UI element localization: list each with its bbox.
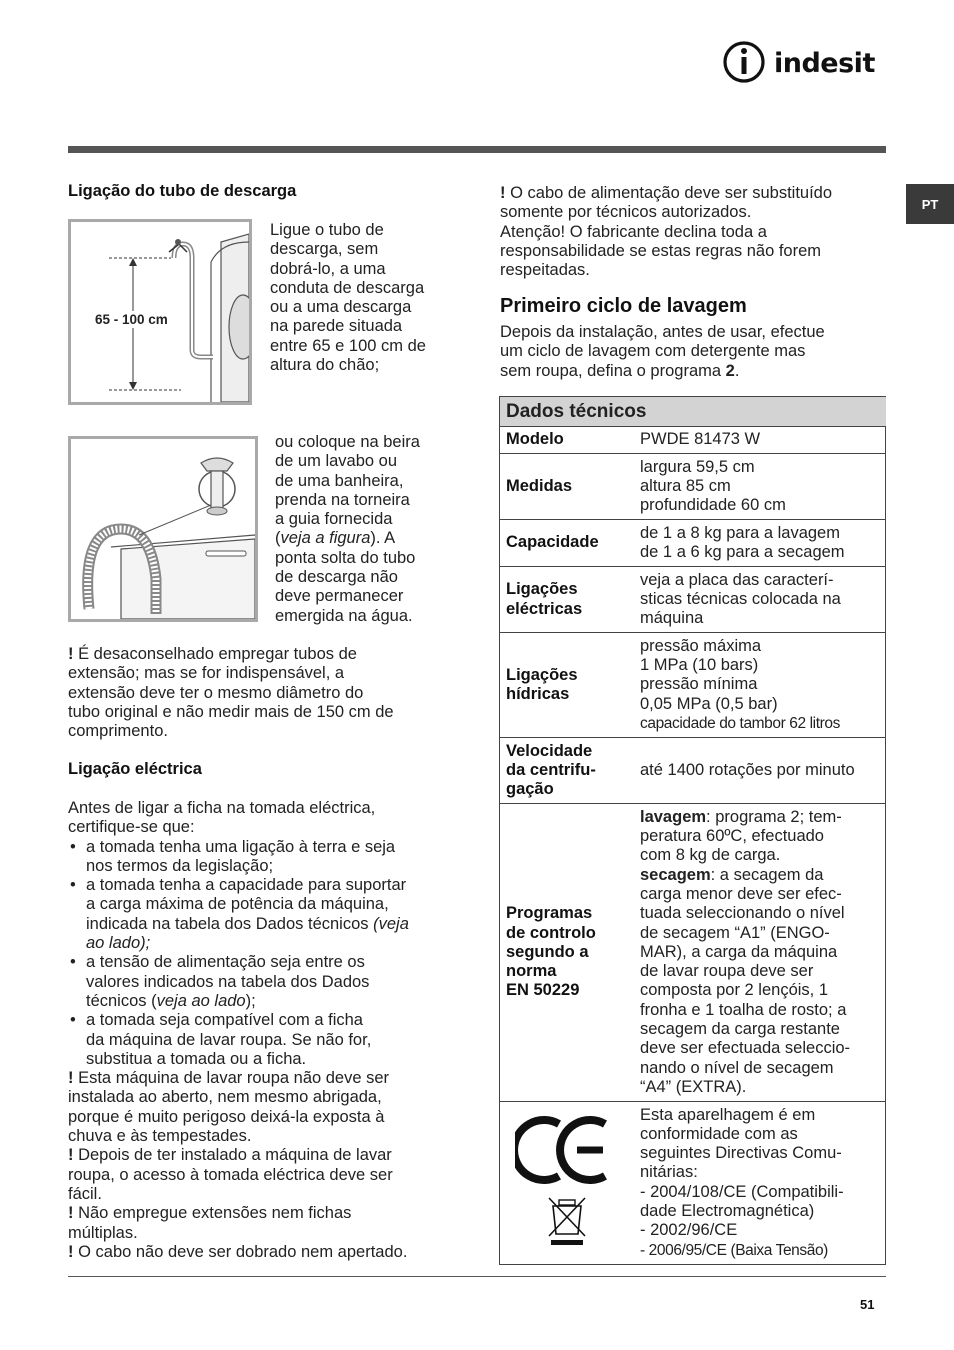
table-row: Esta aparelhagem é em conformidade com as seguintes Directivas Comu- nitárias: - 2004/108/CE (Compatibili- dade Electromagnética) - 2002/96/CE - 2006/95/CE (Baixa Tensão) <box>500 1102 886 1264</box>
table-row: Capacidade de 1 a 8 kg para a lavagem de 1 a 6 kg para a secagem <box>500 520 886 567</box>
outdoor-warning: ! Esta máquina de lavar roupa não deve ser <box>68 1069 390 1088</box>
indesit-logo-icon <box>722 38 770 86</box>
table-row: Programas de controlo segundo a norma EN 50229 lavagem: programa 2; tem- peratura 60ºC, efectuado com 8 kg de carga. secagem: a secagem da carga menor deve ser efec- tuada seleccionando o nível de secagem “A1” (ENGO- MAR), a carga da máquina de lavar roupa deve ser composta por 2 lençóis, 1 fronha e 1 toalha de rosto; a secagem da carga restante deve ser efectuada seleccio- nando o nível de secagem “A4” (EXTRA). <box>500 804 886 1102</box>
table-row: Ligações eléctricas veja a placa das caracterí- sticas técnicas colocada na máquina <box>500 567 886 633</box>
extension-socket-warning: ! Não empregue extensões nem fichas <box>68 1204 352 1223</box>
extension-warning: ! É desaconselhado empregar tubos de extensão; mas se for indispensável, a extensão deve ter o mesmo diâmetro do tubo original e não medir mais de 150 cm de comprimento. <box>68 645 394 741</box>
table-row: Modelo PWDE 81473 W <box>500 427 886 454</box>
cable-bend-warning: ! O cabo não deve ser dobrado nem apertado. <box>68 1242 408 1261</box>
ce-mark-icon <box>515 1110 619 1250</box>
list-item: • a tomada tenha uma ligação à terra e seja nos termos da legislação; <box>68 838 468 877</box>
brand-logo <box>722 38 890 86</box>
first-cycle-heading: Primeiro ciclo de lavagem <box>500 295 747 317</box>
table-row: Ligações hídricas pressão máxima 1 MPa (10 bars) pressão mínima 0,05 MPa (0,5 bar) capacidade do tambor 62 litros <box>500 633 886 738</box>
list-item: • a tomada seja compatível com a ficha da máquina de lavar roupa. Se não for, substitua a tomada ou a ficha. <box>68 1011 468 1069</box>
electrical-checklist <box>68 838 468 1070</box>
sink-hose-instructions: ou coloque na beira de um lavabo ou de uma banheira, prenda na torneira a guia fornecida (veja a figura). A ponta solta do tubo de descarga não deve permanecer emergida na água. <box>275 433 420 625</box>
electrical-instructions: Antes de ligar a ficha na tomada eléctrica, certifique-se que: • a tomada tenha uma ligação à terra e seja nos termos da legislação; • a tomada tenha a capacidade para suportar a carga máxima de potência da máquina, indicada na tabela dos Dados técnicos (veja ao lado); • a tensão de alimentação seja entre os valores indicados na tabela dos Dados técnicos (veja ao lado); • a tomada seja compatível com a ficha da máquina de lavar roupa. Se não for, substitua a tomada ou a ficha. ! Esta máquina de lavar roupa não deve ser instalada ao aberto, nem mesmo abrigada, porque é muito perigoso deixá-la exposta à chuva e às tempestades. ! Depois de ter instalado a máquina de lavar roupa, o acesso à tomada eléctrica deve ser fácil. ! Não empregue extensões nem fichas múltiplas. ! O cabo não deve ser dobrado nem apertado. <box>68 799 468 1262</box>
drain-height-figure <box>68 219 252 405</box>
list-item: • a tensão de alimentação seja entre os valores indicados na tabela dos Dados técnicos (veja ao lado); <box>68 953 468 1011</box>
table-row: Velocidade da centrifu- gação até 1400 rotações por minuto <box>500 738 886 804</box>
first-cycle-text: Depois da instalação, antes de usar, efectue um ciclo de lavagem com detergente mas sem roupa, defina o programa 2. <box>500 323 825 380</box>
electrical-heading: Ligação eléctrica <box>68 760 202 778</box>
table-title: Dados técnicos <box>500 397 886 427</box>
page-number: 51 <box>860 1297 875 1312</box>
drain-hose-heading: Ligação do tubo de descarga <box>68 182 297 200</box>
table-row: Medidas largura 59,5 cm altura 85 cm profundidade 60 cm <box>500 454 886 520</box>
access-warning: ! Depois de ter instalado a máquina de lavar <box>68 1146 392 1165</box>
cable-replacement-warning: ! O cabo de alimentação deve ser substituído somente por técnicos autorizados. Atenção! O fabricante declina toda a responsabilidade se estas regras não forem respeitadas. <box>500 184 833 280</box>
sink-hose-illustration <box>71 439 255 619</box>
sink-hose-figure <box>68 436 258 622</box>
weee-bin-icon <box>549 1198 585 1245</box>
drain-wall-instructions: Ligue o tubo de descarga, sem dobrá-lo, a uma conduta de descarga ou a uma descarga na parede situada entre 65 e 100 cm de altura do chão; <box>270 221 426 375</box>
brand-name: indesit <box>774 48 875 79</box>
technical-data-table <box>499 396 886 1265</box>
footer-rule <box>68 1276 886 1277</box>
language-tab: PT <box>906 184 954 224</box>
list-item: • a tomada tenha a capacidade para suportar a carga máxima de potência da máquina, indicada na tabela dos Dados técnicos (veja ao lado); <box>68 876 468 953</box>
height-range-label: 65 - 100 cm <box>95 312 168 327</box>
header-rule <box>68 146 886 153</box>
